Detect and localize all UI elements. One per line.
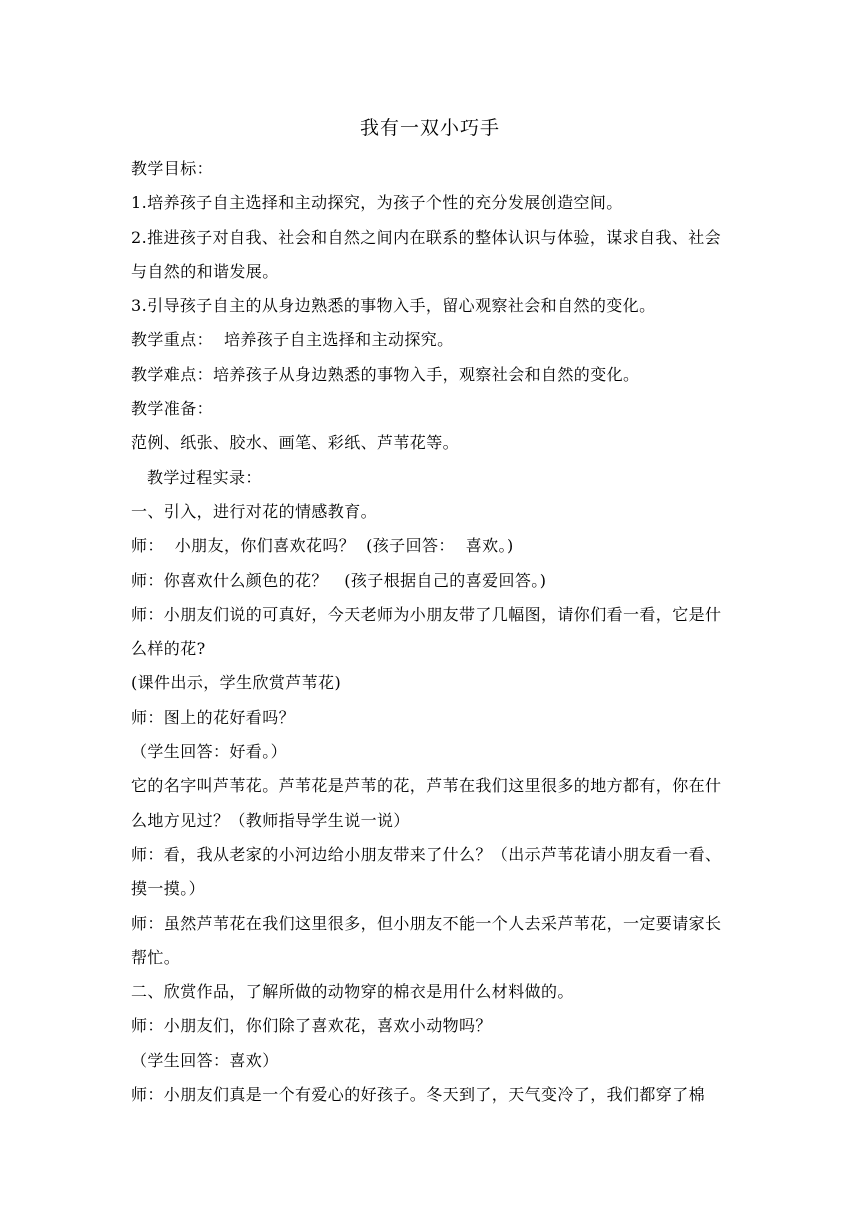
section-heading-preparation: 教学准备：: [131, 399, 214, 419]
objective-item-3: 3.引导孩子自主的从身边熟悉的事物入手，留心观察社会和自然的变化。: [131, 296, 656, 316]
section-heading-process: 教学过程实录：: [147, 467, 262, 487]
key-point: 教学重点： 培养孩子自主选择和主动探究。: [131, 330, 454, 350]
dialogue-line: 师：虽然芦苇花在我们这里很多，但小朋友不能一个人去采芦苇花，一定要请家长帮忙。: [131, 913, 722, 967]
difficult-point: 教学难点：培养孩子从身边熟悉的事物入手，观察社会和自然的变化。: [131, 364, 640, 384]
dialogue-line: 师：图上的花好看吗？: [131, 707, 296, 727]
objective-item-1: 1.培养孩子自主选择和主动探究，为孩子个性的充分发展创造空间。: [131, 193, 623, 213]
dialogue-line: 师：小朋友们，你们除了喜欢花，喜欢小动物吗？: [131, 1016, 492, 1036]
dialogue-line: 师：你喜欢什么颜色的花？ (孩子根据自己的喜爱回答。): [131, 570, 547, 590]
document-body: [131, 152, 733, 1112]
process-step-1-heading: 一、引入，进行对花的情感教育。: [131, 501, 378, 521]
dialogue-line: 师：小朋友们真是一个有爱心的好孩子。冬天到了，天气变冷了，我们都穿了棉: [131, 1085, 706, 1105]
section-heading-objectives: 教学目标：: [131, 159, 214, 178]
narration-paragraph: 它的名字叫芦苇花。芦苇花是芦苇的花，芦苇在我们这里很多的地方都有，你在什么地方见过？（教师指导学生说一说）: [131, 776, 722, 830]
dialogue-line: 师： 小朋友，你们喜欢花吗？ (孩子回答： 喜欢。): [131, 536, 514, 556]
objective-item-2: 2.推进孩子对自我、社会和自然之间内在联系的整体认识与体验，谋求自我、社会与自然的和谐发展。: [131, 227, 722, 281]
stage-note: (课件出示，学生欣赏芦苇花): [131, 673, 342, 693]
student-answer: （学生回答：好看。）: [131, 742, 288, 762]
preparation-materials: 范例、纸张、胶水、画笔、彩纸、芦苇花等。: [131, 433, 460, 453]
document-title: 我有一双小巧手: [359, 117, 500, 139]
dialogue-line: 师：小朋友们说的可真好，今天老师为小朋友带了几幅图，请你们看一看，它是什么样的花?: [131, 604, 722, 659]
process-step-2-heading: 二、欣赏作品，了解所做的动物穿的棉衣是用什么材料做的。: [131, 982, 574, 1002]
student-answer: （学生回答：喜欢）: [131, 1050, 279, 1070]
dialogue-line: 师：看，我从老家的小河边给小朋友带来了什么？（出示芦苇花请小朋友看一看、摸一摸。）: [131, 844, 722, 899]
